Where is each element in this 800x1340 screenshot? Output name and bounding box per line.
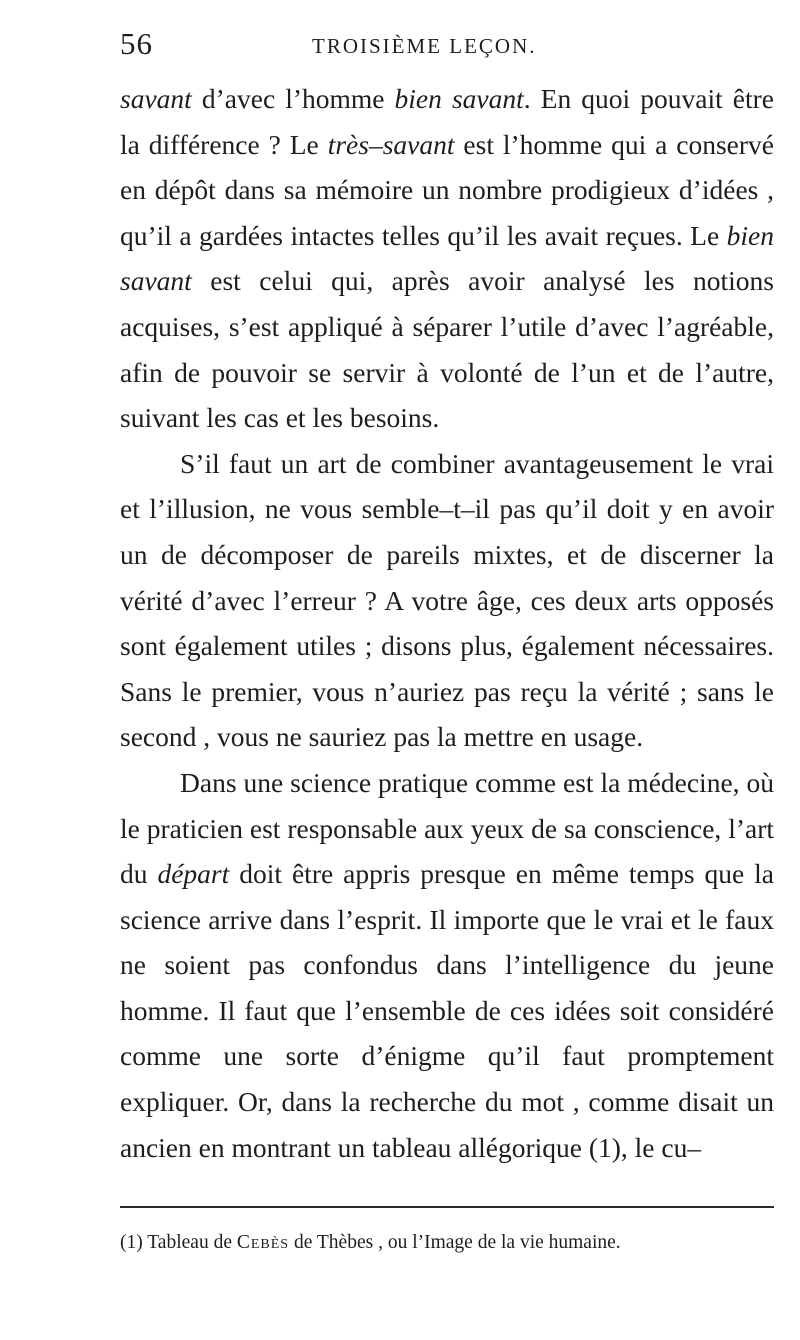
text-run: Dans une science pratique comme est la médecine, où le praticien est responsable aux yeux de sa conscience, l’art du xyxy=(120,766,774,890)
emphasis: départ xyxy=(157,858,230,890)
emphasis: bien savant xyxy=(120,219,774,297)
paragraph-3 xyxy=(120,760,774,1170)
footnote-rule xyxy=(120,1206,774,1208)
paragraph-1 xyxy=(120,76,774,441)
text-run: de Thèbes , ou l’Image de la vie humaine. xyxy=(289,1232,621,1253)
text-run: d’avec l’homme xyxy=(191,83,395,114)
text-run: est celui qui, après avoir analysé les notions acquises, s’est appliqué à séparer l’utile d’avec l’agréable, afin de pouvoir se servir à volonté de l’un et de l’autre, suivant les cas et les besoins. xyxy=(120,265,774,434)
text-run: doit être appris presque en même temps que la science arrive dans l’esprit. Il importe que le vrai et le faux ne soient pas confondus dans l’intelligence du jeune homme. Il faut que l’ensemble de ces idées soit considéré comme une sorte d’énigme qu’il faut promptement expliquer. Or, dans la recherche du mot , comme disait un ancien en montrant un tableau allégorique (1), le cu– xyxy=(120,858,775,1163)
text-run: est l’homme qui a conservé en dépôt dans sa mémoire un nombre prodigieux d’idées , qu’il a gardées intactes telles qu’il les avait reçues. Le xyxy=(120,128,775,251)
emphasis: savant xyxy=(120,83,192,114)
page-number: 56 xyxy=(120,26,153,61)
emphasis: bien savant xyxy=(394,83,524,114)
author-name: Cebès xyxy=(236,1232,290,1253)
text-run: . En quoi pouvait être la différence ? Le xyxy=(120,83,774,160)
footnote xyxy=(120,1230,774,1256)
running-head: TROISIÈME LEÇON. xyxy=(312,34,537,58)
text-run: (1) Tableau de xyxy=(120,1232,237,1253)
paragraph-2: S’il faut un art de combiner avantageusement le vrai et l’illusion, ne vous semble–t–il pas qu’il doit y en avoir un de décomposer de pareils mixtes, et de discerner la vérité d’avec l’erreur ? A votre âge, ces deux arts opposés sont également utiles ; disons plus, également nécessaires. Sans le premier, vous n’auriez pas reçu la vérité ; sans le second , vous ne sauriez pas la mettre en usage. xyxy=(120,447,774,753)
emphasis: très–savant xyxy=(327,128,455,160)
body-text xyxy=(120,76,774,1170)
page-header xyxy=(120,26,774,66)
